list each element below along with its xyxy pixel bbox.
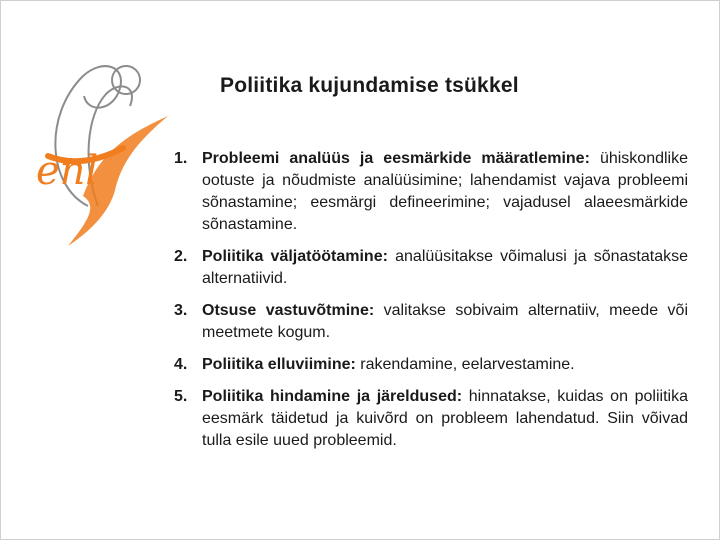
item-text: ühiskondlike ootuste ja nõudmiste analüüsimine; lahendamist vajava probleemi sõnastamine; eesmärgi defineerimine; vajadusel alaeesmärkide sõnastamine. [202, 150, 689, 233]
list-item [174, 386, 688, 452]
item-heading: Poliitika väljatöötamine: [202, 248, 388, 265]
item-heading: Probleemi analüüs ja eesmärkide määratlemine: [202, 150, 590, 167]
list-item [174, 354, 688, 376]
item-number: 5. [174, 388, 188, 405]
item-heading: Otsuse vastuvõtmine: [202, 302, 375, 319]
enl-logo [28, 56, 178, 256]
item-number: 4. [174, 356, 188, 373]
item-text: valitakse sobivaim alternatiiv, meede või meetmete kogum. [202, 302, 689, 341]
item-heading: Poliitika elluviimine: [202, 356, 356, 373]
slide-title: Poliitika kujundamise tsükkel [220, 74, 519, 97]
list-item [174, 148, 688, 236]
policy-cycle-list [174, 148, 688, 462]
list-item [174, 246, 688, 290]
item-text: analüüsitakse võimalusi ja sõnastatakse alternatiivid. [202, 248, 689, 287]
item-number: 2. [174, 248, 188, 265]
item-text: rakendamine, eelarvestamine. [355, 356, 575, 373]
logo-text: enl [36, 148, 99, 194]
item-text: hinnatakse, kuidas on poliitika eesmärk täidetud ja kuivõrd on probleem lahendatud. Siin võivad tulla esile uued probleemid. [202, 388, 688, 449]
list-item [174, 300, 688, 344]
item-heading: Poliitika hindamine ja järeldused: [202, 388, 463, 405]
item-number: 3. [174, 302, 188, 319]
logo-head [112, 66, 140, 94]
item-number: 1. [174, 150, 188, 167]
